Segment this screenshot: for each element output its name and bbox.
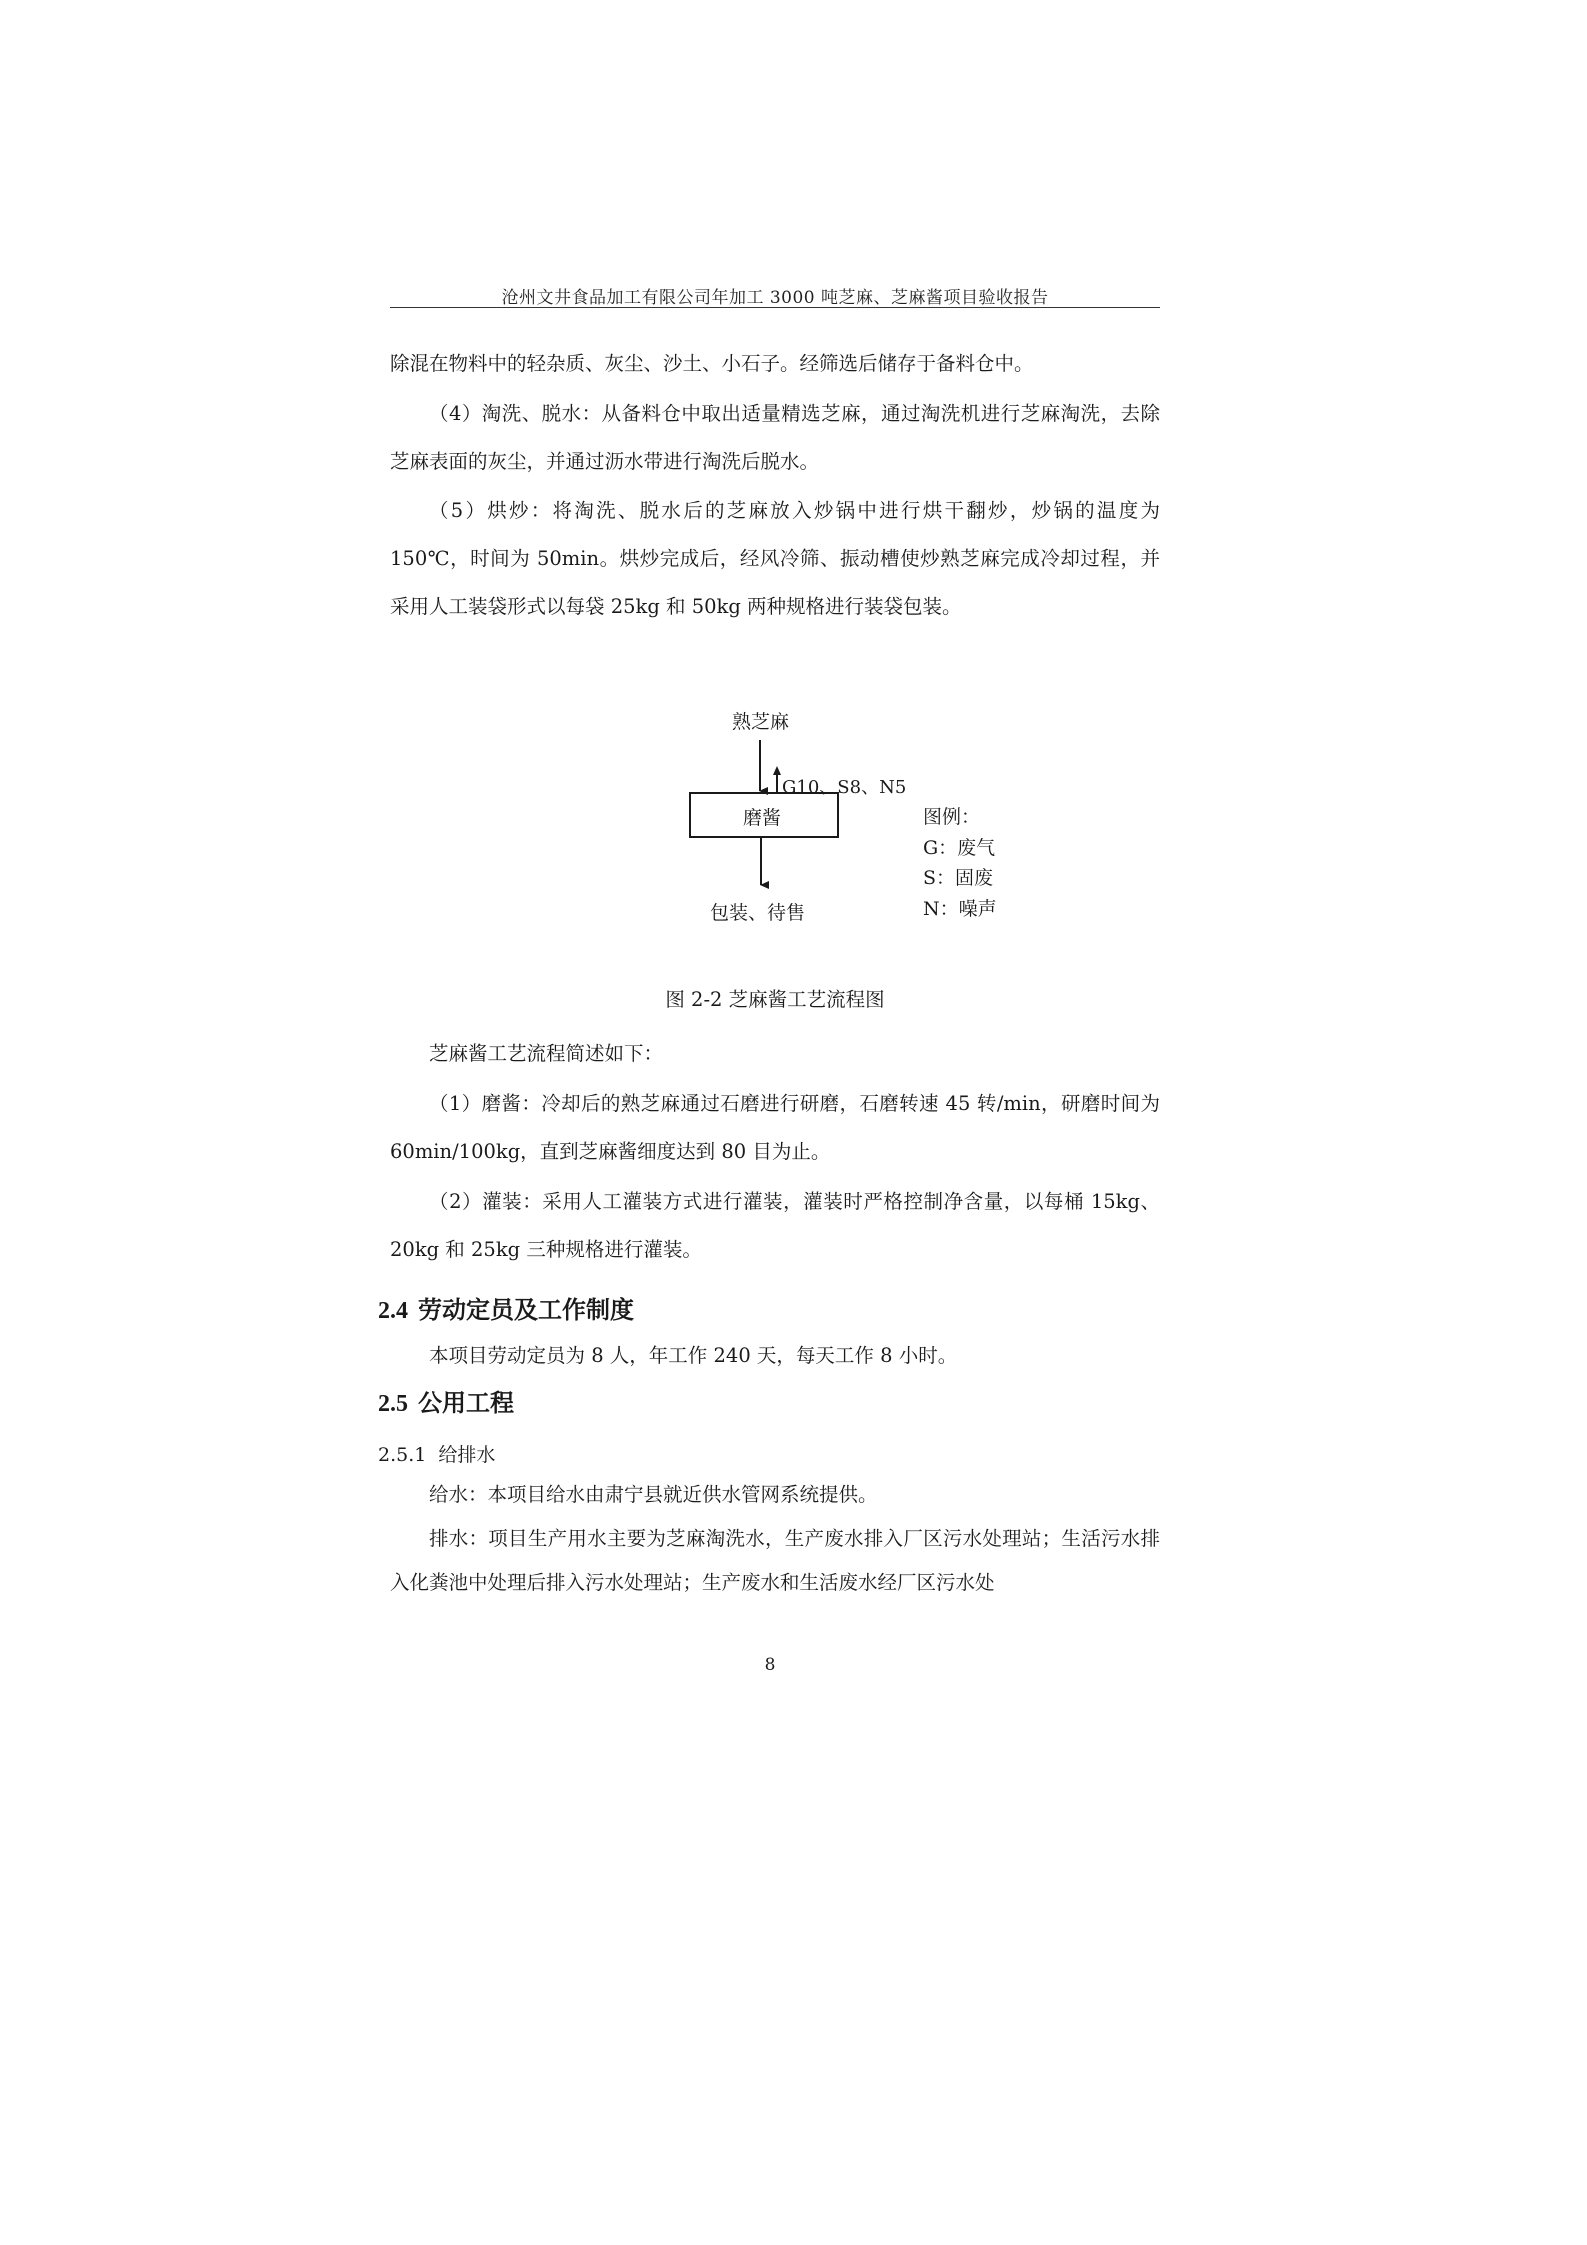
emission-arrowhead [773, 766, 781, 775]
input-label: 熟芝麻 [732, 711, 790, 733]
heading-2-4-number: 2.4 [378, 1298, 408, 1324]
heading-2-5-title: 公用工程 [418, 1389, 514, 1417]
legend-item-g: G：废气 [923, 837, 996, 859]
heading-2-5 [378, 1383, 514, 1418]
paragraph-drainage: 排水：项目生产用水主要为芝麻淘洗水，生产废水排入厂区污水处理站；生活污水排入化粪池中处理后排入污水处理站；生产废水和生活废水经厂区污水处 [390, 1527, 1160, 1594]
output-label: 包装、待售 [710, 902, 806, 924]
paragraph-sesame-intro: 芝麻酱工艺流程简述如下： [429, 1042, 664, 1065]
legend-title: 图例： [923, 806, 981, 828]
figure-caption: 图 2-2 芝麻酱工艺流程图 [665, 988, 885, 1011]
paragraph-grinding: （1）磨酱：冷却后的熟芝麻通过石磨进行研磨，石磨转速 45 转/min，研磨时间为 60min/100kg，直到芝麻酱细度达到 80 目为止。 [390, 1092, 1160, 1163]
paragraph-washing: （4）淘洗、脱水：从备料仓中取出适量精选芝麻，通过淘洗机进行芝麻淘洗，去除芝麻表面的灰尘，并通过沥水带进行淘洗后脱水。 [390, 402, 1160, 473]
heading-2-5-1 [378, 1440, 495, 1467]
header-rule [390, 307, 1160, 308]
heading-2-5-1-title: 给排水 [438, 1444, 496, 1466]
legend-item-s: S：固废 [923, 867, 994, 889]
heading-2-4 [378, 1290, 634, 1325]
process-flow-diagram [640, 695, 1020, 930]
paragraph-screening: 除混在物料中的轻杂质、灰尘、沙土、小石子。经筛选后储存于备料仓中。 [390, 352, 1034, 375]
process-label: 磨酱 [743, 807, 782, 829]
paragraph-roasting: （5）烘炒：将淘洗、脱水后的芝麻放入炒锅中进行烘干翻炒，炒锅的温度为 150℃，时间为 50min。烘炒完成后，经风冷筛、振动槽使炒熟芝麻完成冷却过程，并采用人工装袋形式以每袋 25kg 和 50kg 两种规格进行装袋包装。 [390, 499, 1160, 618]
paragraph-staffing: 本项目劳动定员为 8 人，年工作 240 天，每天工作 8 小时。 [429, 1344, 958, 1367]
page-number: 8 [764, 1655, 776, 1675]
heading-2-4-title: 劳动定员及工作制度 [418, 1296, 634, 1324]
paragraph-filling: （2）灌装：采用人工灌装方式进行灌装，灌装时严格控制净含量，以每桶 15kg、20kg 和 25kg 三种规格进行灌装。 [390, 1190, 1160, 1261]
legend-item-n: N：噪声 [923, 898, 997, 920]
emissions-label: G10、S8、N5 [782, 777, 907, 798]
heading-2-5-number: 2.5 [378, 1391, 408, 1417]
paragraph-water-supply: 给水：本项目给水由肃宁县就近供水管网系统提供。 [429, 1483, 878, 1506]
page-header: 沧州文井食品加工有限公司年加工 3000 吨芝麻、芝麻酱项目验收报告 [501, 288, 1049, 308]
heading-2-5-1-number: 2.5.1 [378, 1444, 427, 1466]
